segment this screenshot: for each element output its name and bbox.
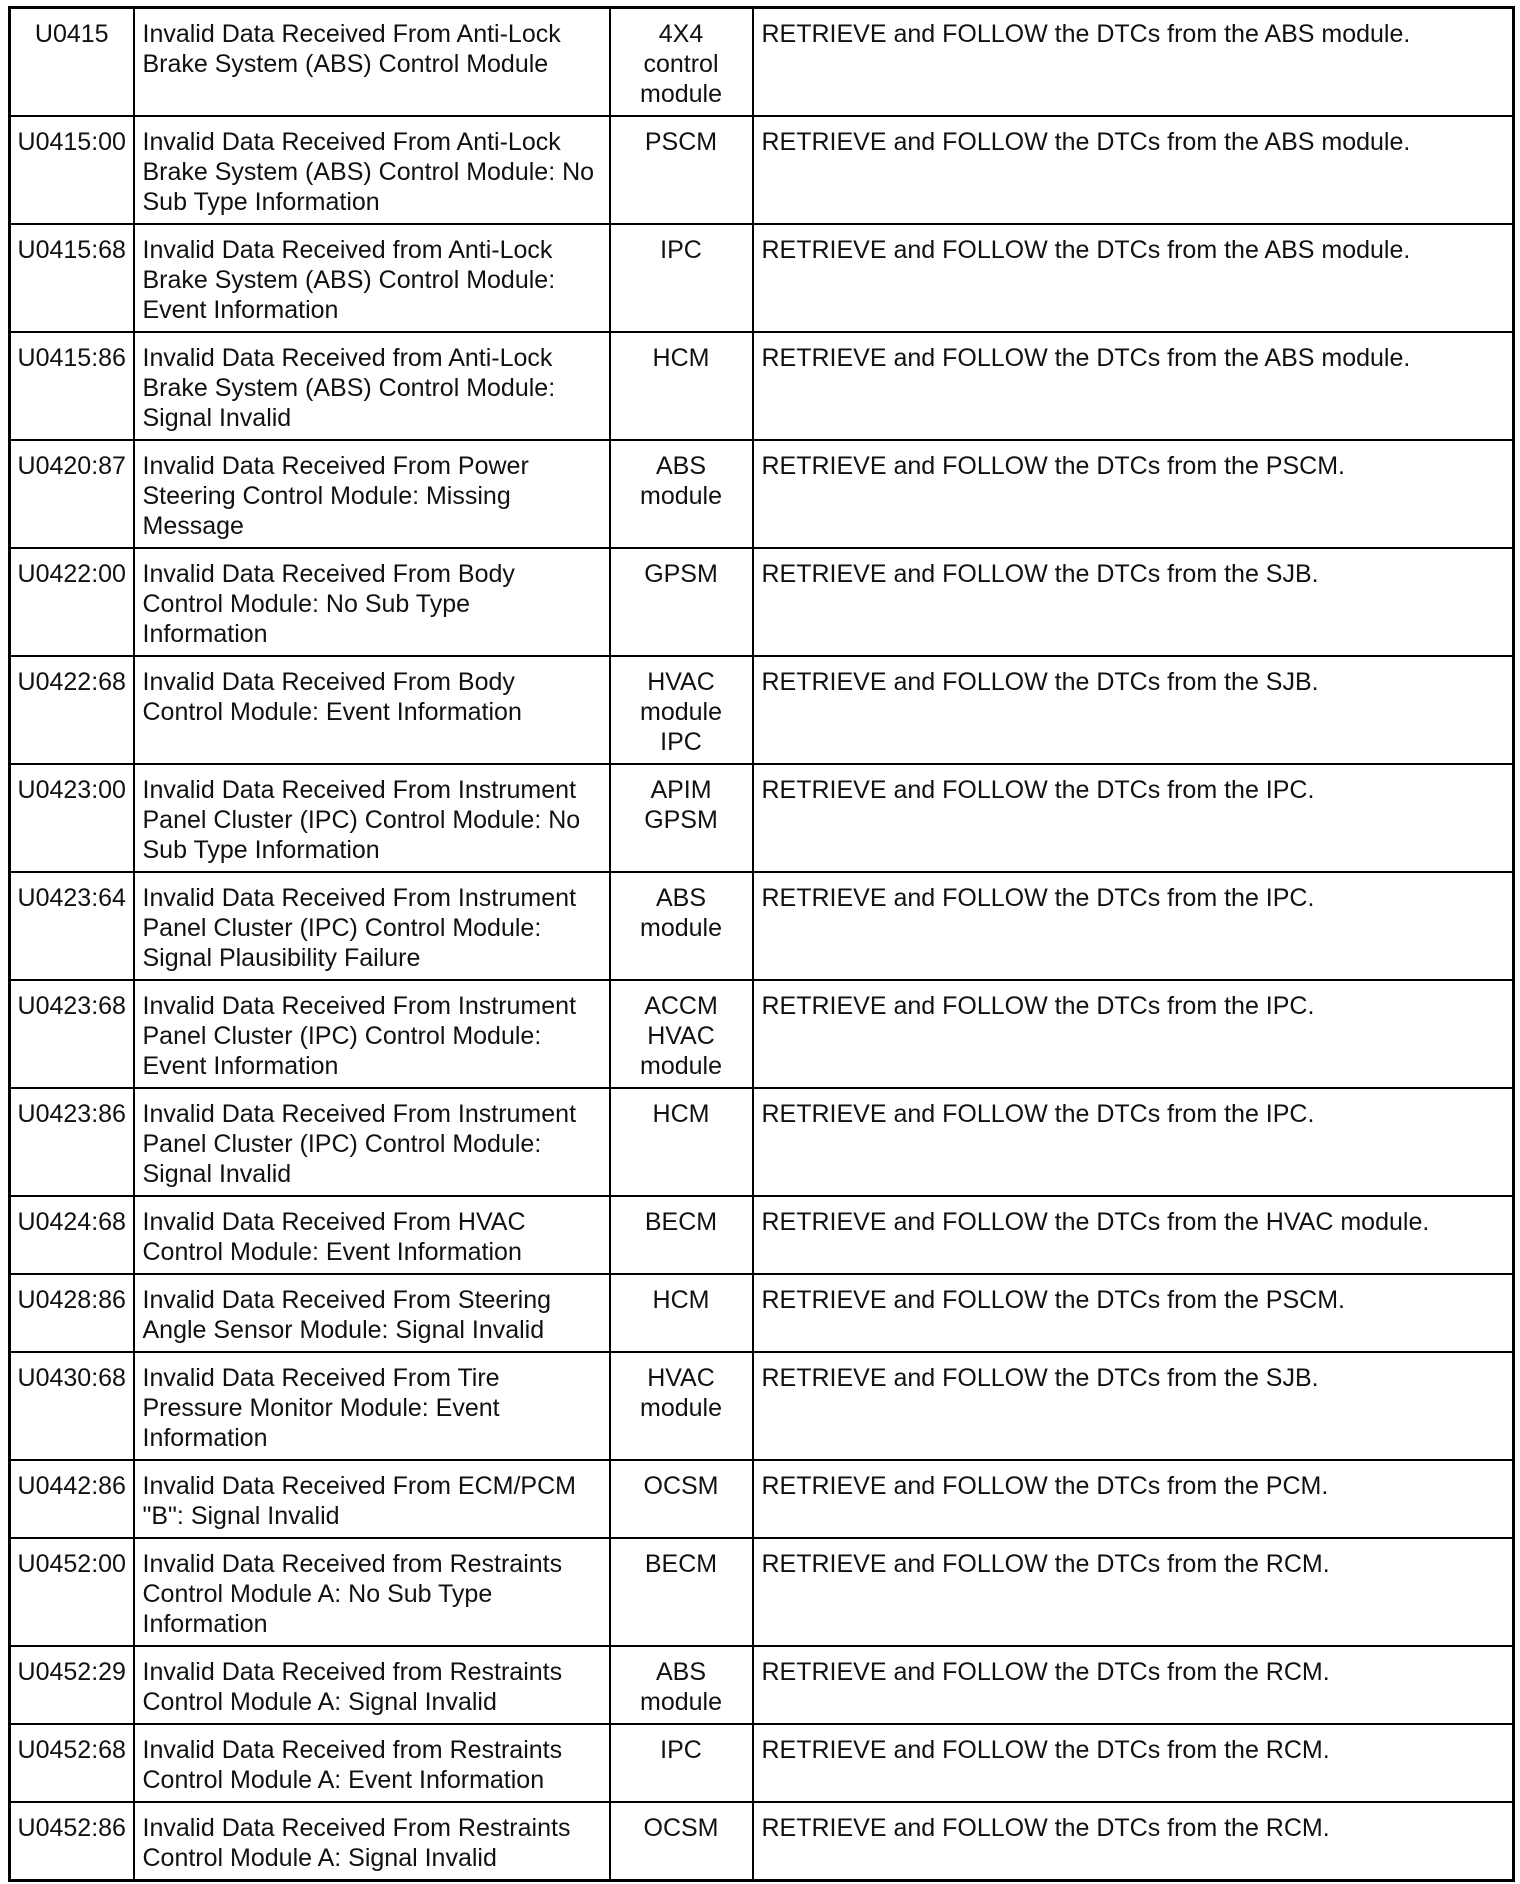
- table-row: [10, 1802, 1514, 1881]
- table-row: [10, 656, 1514, 764]
- module-name: module: [640, 482, 722, 510]
- dtc-code-cell: U0452:00: [10, 1538, 134, 1646]
- dtc-description-cell: Invalid Data Received from Restraints Control Module A: No Sub Type Information: [134, 1538, 610, 1646]
- module-name: module: [640, 1688, 722, 1716]
- module-name: HVAC: [647, 668, 715, 696]
- dtc-code-cell: U0415:68: [10, 224, 134, 332]
- dtc-description-cell: Invalid Data Received From Body Control Module: No Sub Type Information: [134, 548, 610, 656]
- dtc-code-cell: U0415: [10, 8, 134, 117]
- action-cell: RETRIEVE and FOLLOW the DTCs from the IPC.: [753, 764, 1514, 872]
- dtc-code-cell: U0423:86: [10, 1088, 134, 1196]
- table-row: [10, 224, 1514, 332]
- dtc-code-cell: U0423:00: [10, 764, 134, 872]
- dtc-code-cell: U0423:68: [10, 980, 134, 1088]
- table-row: [10, 872, 1514, 980]
- dtc-code-cell: U0422:00: [10, 548, 134, 656]
- dtc-description-cell: Invalid Data Received from Restraints Control Module A: Event Information: [134, 1724, 610, 1802]
- action-cell: RETRIEVE and FOLLOW the DTCs from the IPC.: [753, 980, 1514, 1088]
- module-name: IPC: [660, 1736, 702, 1764]
- action-cell: RETRIEVE and FOLLOW the DTCs from the ABS module.: [753, 8, 1514, 117]
- reporting-module-cell: [610, 440, 753, 548]
- reporting-module-cell: [610, 116, 753, 224]
- reporting-module-cell: [610, 872, 753, 980]
- dtc-table-body: [10, 8, 1514, 1881]
- action-cell: RETRIEVE and FOLLOW the DTCs from the ABS module.: [753, 332, 1514, 440]
- module-name: IPC: [660, 236, 702, 264]
- dtc-description-cell: Invalid Data Received from Anti-Lock Brake System (ABS) Control Module: Signal Invalid: [134, 332, 610, 440]
- module-name: ABS: [655, 1658, 707, 1686]
- action-cell: RETRIEVE and FOLLOW the DTCs from the RCM.: [753, 1802, 1514, 1881]
- action-cell: RETRIEVE and FOLLOW the DTCs from the IPC.: [753, 872, 1514, 980]
- dtc-code-cell: U0442:86: [10, 1460, 134, 1538]
- module-name: GPSM: [644, 806, 718, 834]
- module-name: module: [640, 1394, 722, 1422]
- table-row: [10, 440, 1514, 548]
- module-name: ACCM: [644, 992, 718, 1020]
- action-cell: RETRIEVE and FOLLOW the DTCs from the HVAC module.: [753, 1196, 1514, 1274]
- dtc-description-cell: Invalid Data Received From Instrument Panel Cluster (IPC) Control Module: Event Information: [134, 980, 610, 1088]
- dtc-code-cell: U0428:86: [10, 1274, 134, 1352]
- reporting-module-cell: [610, 224, 753, 332]
- module-name: module: [640, 1052, 722, 1080]
- dtc-description-cell: Invalid Data Received From Instrument Panel Cluster (IPC) Control Module: Signal Plausibility Failure: [134, 872, 610, 980]
- dtc-code-cell: U0452:29: [10, 1646, 134, 1724]
- dtc-code-cell: U0452:86: [10, 1802, 134, 1881]
- action-cell: RETRIEVE and FOLLOW the DTCs from the SJB.: [753, 548, 1514, 656]
- action-cell: RETRIEVE and FOLLOW the DTCs from the IPC.: [753, 1088, 1514, 1196]
- table-row: [10, 1352, 1514, 1460]
- dtc-description-cell: Invalid Data Received From Instrument Panel Cluster (IPC) Control Module: No Sub Type Information: [134, 764, 610, 872]
- module-name: HVAC: [647, 1022, 715, 1050]
- dtc-description-cell: Invalid Data Received From Power Steering Control Module: Missing Message: [134, 440, 610, 548]
- table-row: [10, 980, 1514, 1088]
- reporting-module-cell: [610, 1802, 753, 1881]
- action-cell: RETRIEVE and FOLLOW the DTCs from the SJB.: [753, 1352, 1514, 1460]
- reporting-module-cell: [610, 8, 753, 117]
- module-name: OCSM: [643, 1472, 719, 1500]
- reporting-module-cell: [610, 1274, 753, 1352]
- action-cell: RETRIEVE and FOLLOW the DTCs from the RCM.: [753, 1646, 1514, 1724]
- dtc-description-cell: Invalid Data Received From Anti-Lock Brake System (ABS) Control Module: No Sub Type Information: [134, 116, 610, 224]
- dtc-description-cell: Invalid Data Received From Instrument Panel Cluster (IPC) Control Module: Signal Invalid: [134, 1088, 610, 1196]
- module-name: HVAC: [647, 1364, 715, 1392]
- module-name: ABS: [655, 452, 707, 480]
- action-cell: RETRIEVE and FOLLOW the DTCs from the ABS module.: [753, 116, 1514, 224]
- module-name: module: [640, 698, 722, 726]
- module-name: OCSM: [643, 1814, 719, 1842]
- dtc-code-cell: U0422:68: [10, 656, 134, 764]
- module-name: BECM: [644, 1550, 718, 1578]
- action-cell: RETRIEVE and FOLLOW the DTCs from the PCM.: [753, 1460, 1514, 1538]
- table-row: [10, 764, 1514, 872]
- reporting-module-cell: [610, 1724, 753, 1802]
- module-name: module: [640, 914, 722, 942]
- reporting-module-cell: [610, 1196, 753, 1274]
- dtc-code-cell: U0430:68: [10, 1352, 134, 1460]
- module-name: module: [640, 80, 722, 108]
- dtc-description-cell: Invalid Data Received From Body Control Module: Event Information: [134, 656, 610, 764]
- dtc-code-cell: U0423:64: [10, 872, 134, 980]
- table-row: [10, 1724, 1514, 1802]
- module-name: ABS: [655, 884, 707, 912]
- reporting-module-cell: [610, 332, 753, 440]
- action-cell: RETRIEVE and FOLLOW the DTCs from the PSCM.: [753, 1274, 1514, 1352]
- action-cell: RETRIEVE and FOLLOW the DTCs from the ABS module.: [753, 224, 1514, 332]
- module-name: 4X4: [658, 20, 704, 48]
- dtc-description-cell: Invalid Data Received from Restraints Control Module A: Signal Invalid: [134, 1646, 610, 1724]
- dtc-code-cell: U0452:68: [10, 1724, 134, 1802]
- module-name: PSCM: [644, 128, 718, 156]
- table-row: [10, 548, 1514, 656]
- table-row: [10, 1646, 1514, 1724]
- table-row: [10, 1460, 1514, 1538]
- module-name: APIM: [650, 776, 712, 804]
- dtc-code-cell: U0415:00: [10, 116, 134, 224]
- action-cell: RETRIEVE and FOLLOW the DTCs from the RCM.: [753, 1724, 1514, 1802]
- action-cell: RETRIEVE and FOLLOW the DTCs from the RCM.: [753, 1538, 1514, 1646]
- module-name: HCM: [652, 1286, 710, 1314]
- reporting-module-cell: [610, 548, 753, 656]
- dtc-code-cell: U0424:68: [10, 1196, 134, 1274]
- dtc-table: [8, 6, 1515, 1882]
- module-name: control: [643, 50, 719, 78]
- dtc-code-cell: U0420:87: [10, 440, 134, 548]
- module-name: BECM: [644, 1208, 718, 1236]
- module-name: HCM: [652, 344, 710, 372]
- reporting-module-cell: [610, 764, 753, 872]
- dtc-description-cell: Invalid Data Received From HVAC Control Module: Event Information: [134, 1196, 610, 1274]
- table-row: [10, 116, 1514, 224]
- action-cell: RETRIEVE and FOLLOW the DTCs from the PSCM.: [753, 440, 1514, 548]
- dtc-description-cell: Invalid Data Received From Anti-Lock Brake System (ABS) Control Module: [134, 8, 610, 117]
- dtc-description-cell: Invalid Data Received From Steering Angle Sensor Module: Signal Invalid: [134, 1274, 610, 1352]
- table-row: [10, 8, 1514, 117]
- dtc-description-cell: Invalid Data Received From Tire Pressure Monitor Module: Event Information: [134, 1352, 610, 1460]
- reporting-module-cell: [610, 1352, 753, 1460]
- module-name: IPC: [660, 728, 702, 756]
- module-name: GPSM: [644, 560, 718, 588]
- reporting-module-cell: [610, 656, 753, 764]
- reporting-module-cell: [610, 1088, 753, 1196]
- reporting-module-cell: [610, 1646, 753, 1724]
- table-row: [10, 1538, 1514, 1646]
- action-cell: RETRIEVE and FOLLOW the DTCs from the SJB.: [753, 656, 1514, 764]
- reporting-module-cell: [610, 1460, 753, 1538]
- module-name: HCM: [652, 1100, 710, 1128]
- dtc-description-cell: Invalid Data Received From ECM/PCM "B": Signal Invalid: [134, 1460, 610, 1538]
- dtc-description-cell: Invalid Data Received from Anti-Lock Brake System (ABS) Control Module: Event Information: [134, 224, 610, 332]
- dtc-code-cell: U0415:86: [10, 332, 134, 440]
- table-row: [10, 1274, 1514, 1352]
- reporting-module-cell: [610, 1538, 753, 1646]
- dtc-description-cell: Invalid Data Received From Restraints Control Module A: Signal Invalid: [134, 1802, 610, 1881]
- table-row: [10, 1196, 1514, 1274]
- reporting-module-cell: [610, 980, 753, 1088]
- table-row: [10, 1088, 1514, 1196]
- table-row: [10, 332, 1514, 440]
